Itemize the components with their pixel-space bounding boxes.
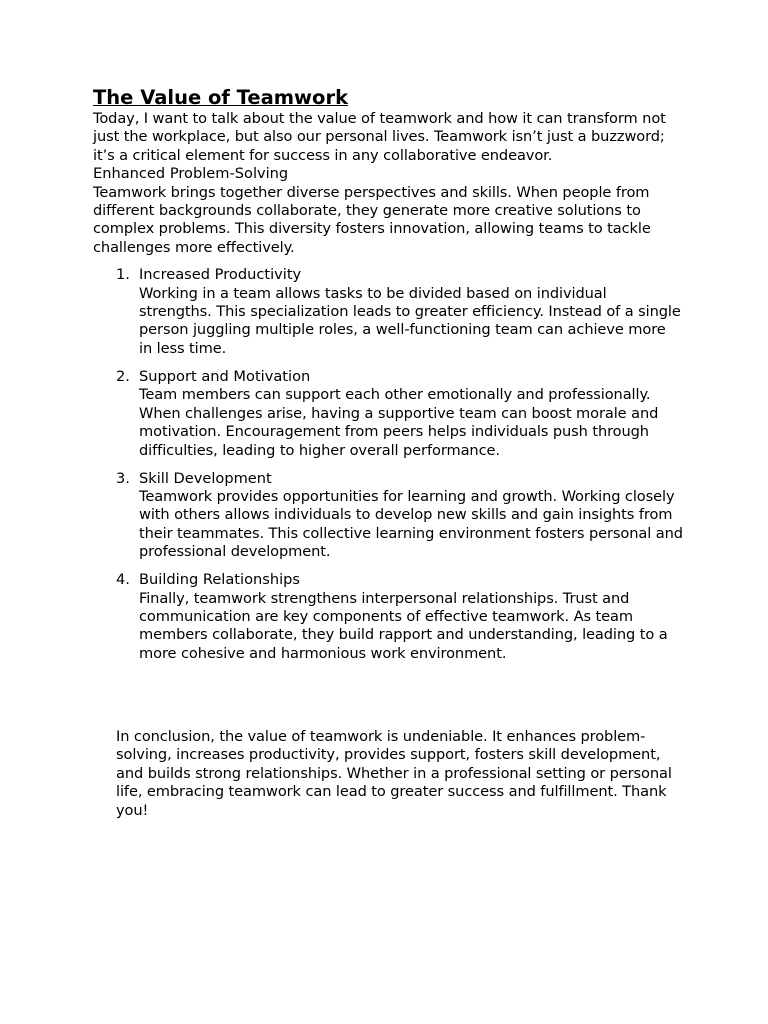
list-number: 2. — [116, 367, 130, 385]
list-number: 4. — [116, 571, 130, 589]
numbered-list — [93, 266, 683, 663]
list-item-body: Working in a team allows tasks to be divided based on individual strengths. This specialization leads to greater efficiency. Instead of a single person juggling multiple roles, a well-functioning team can achieve more in less time. — [139, 284, 681, 357]
list-number: 3. — [116, 469, 130, 487]
list-item-heading: Building Relationships — [139, 571, 301, 589]
list-item-heading: Support and Motivation — [139, 367, 311, 385]
list-item — [93, 368, 683, 460]
section-paragraph: Teamwork brings together diverse perspectives and skills. When people from different backgrounds collaborate, they generate more creative solutions to complex problems. This diversity fosters innovation, allowing teams to tackle challenges more effectively. — [93, 183, 651, 256]
list-item-body: Finally, teamwork strengthens interpersonal relationships. Trust and communication are key components of effective teamwork. As team members collaborate, they build rapport and understanding, leading to a more cohesive and harmonious work environment. — [139, 589, 668, 662]
list-item-body: Teamwork provides opportunities for learning and growth. Working closely with others allows individuals to develop new skills and gain insights from their teammates. This collective learning environment fosters personal and professional development. — [139, 487, 683, 561]
document-page — [93, 86, 683, 673]
document-title: The Value of Teamwork — [93, 86, 349, 109]
list-item-body: Team members can support each other emotionally and professionally. When challenges arise, having a supportive team can boost morale and motivation. Encouragement from peers helps individuals push through difficulties, leading to higher overall performance. — [139, 386, 659, 459]
conclusion-paragraph: In conclusion, the value of teamwork is undeniable. It enhances problem-solving, increases productivity, provides support, fosters skill development, and builds strong relationships. Whether in a professional setting or personal life, embracing teamwork can lead to greater success and fulfillment. Thank you! — [116, 728, 672, 819]
list-item — [93, 571, 683, 663]
list-item — [93, 266, 683, 358]
list-number: 1. — [116, 266, 130, 284]
intro-paragraph: Today, I want to talk about the value of teamwork and how it can transform not just the workplace, but also our personal lives. Teamwork isn’t just a buzzword; it’s a critical element for success in any collaborative endeavor. — [93, 110, 666, 164]
list-item-heading: Skill Development — [139, 469, 272, 487]
section-heading: Enhanced Problem-Solving — [93, 165, 289, 183]
list-item — [93, 470, 683, 562]
list-item-heading: Increased Productivity — [139, 266, 302, 284]
